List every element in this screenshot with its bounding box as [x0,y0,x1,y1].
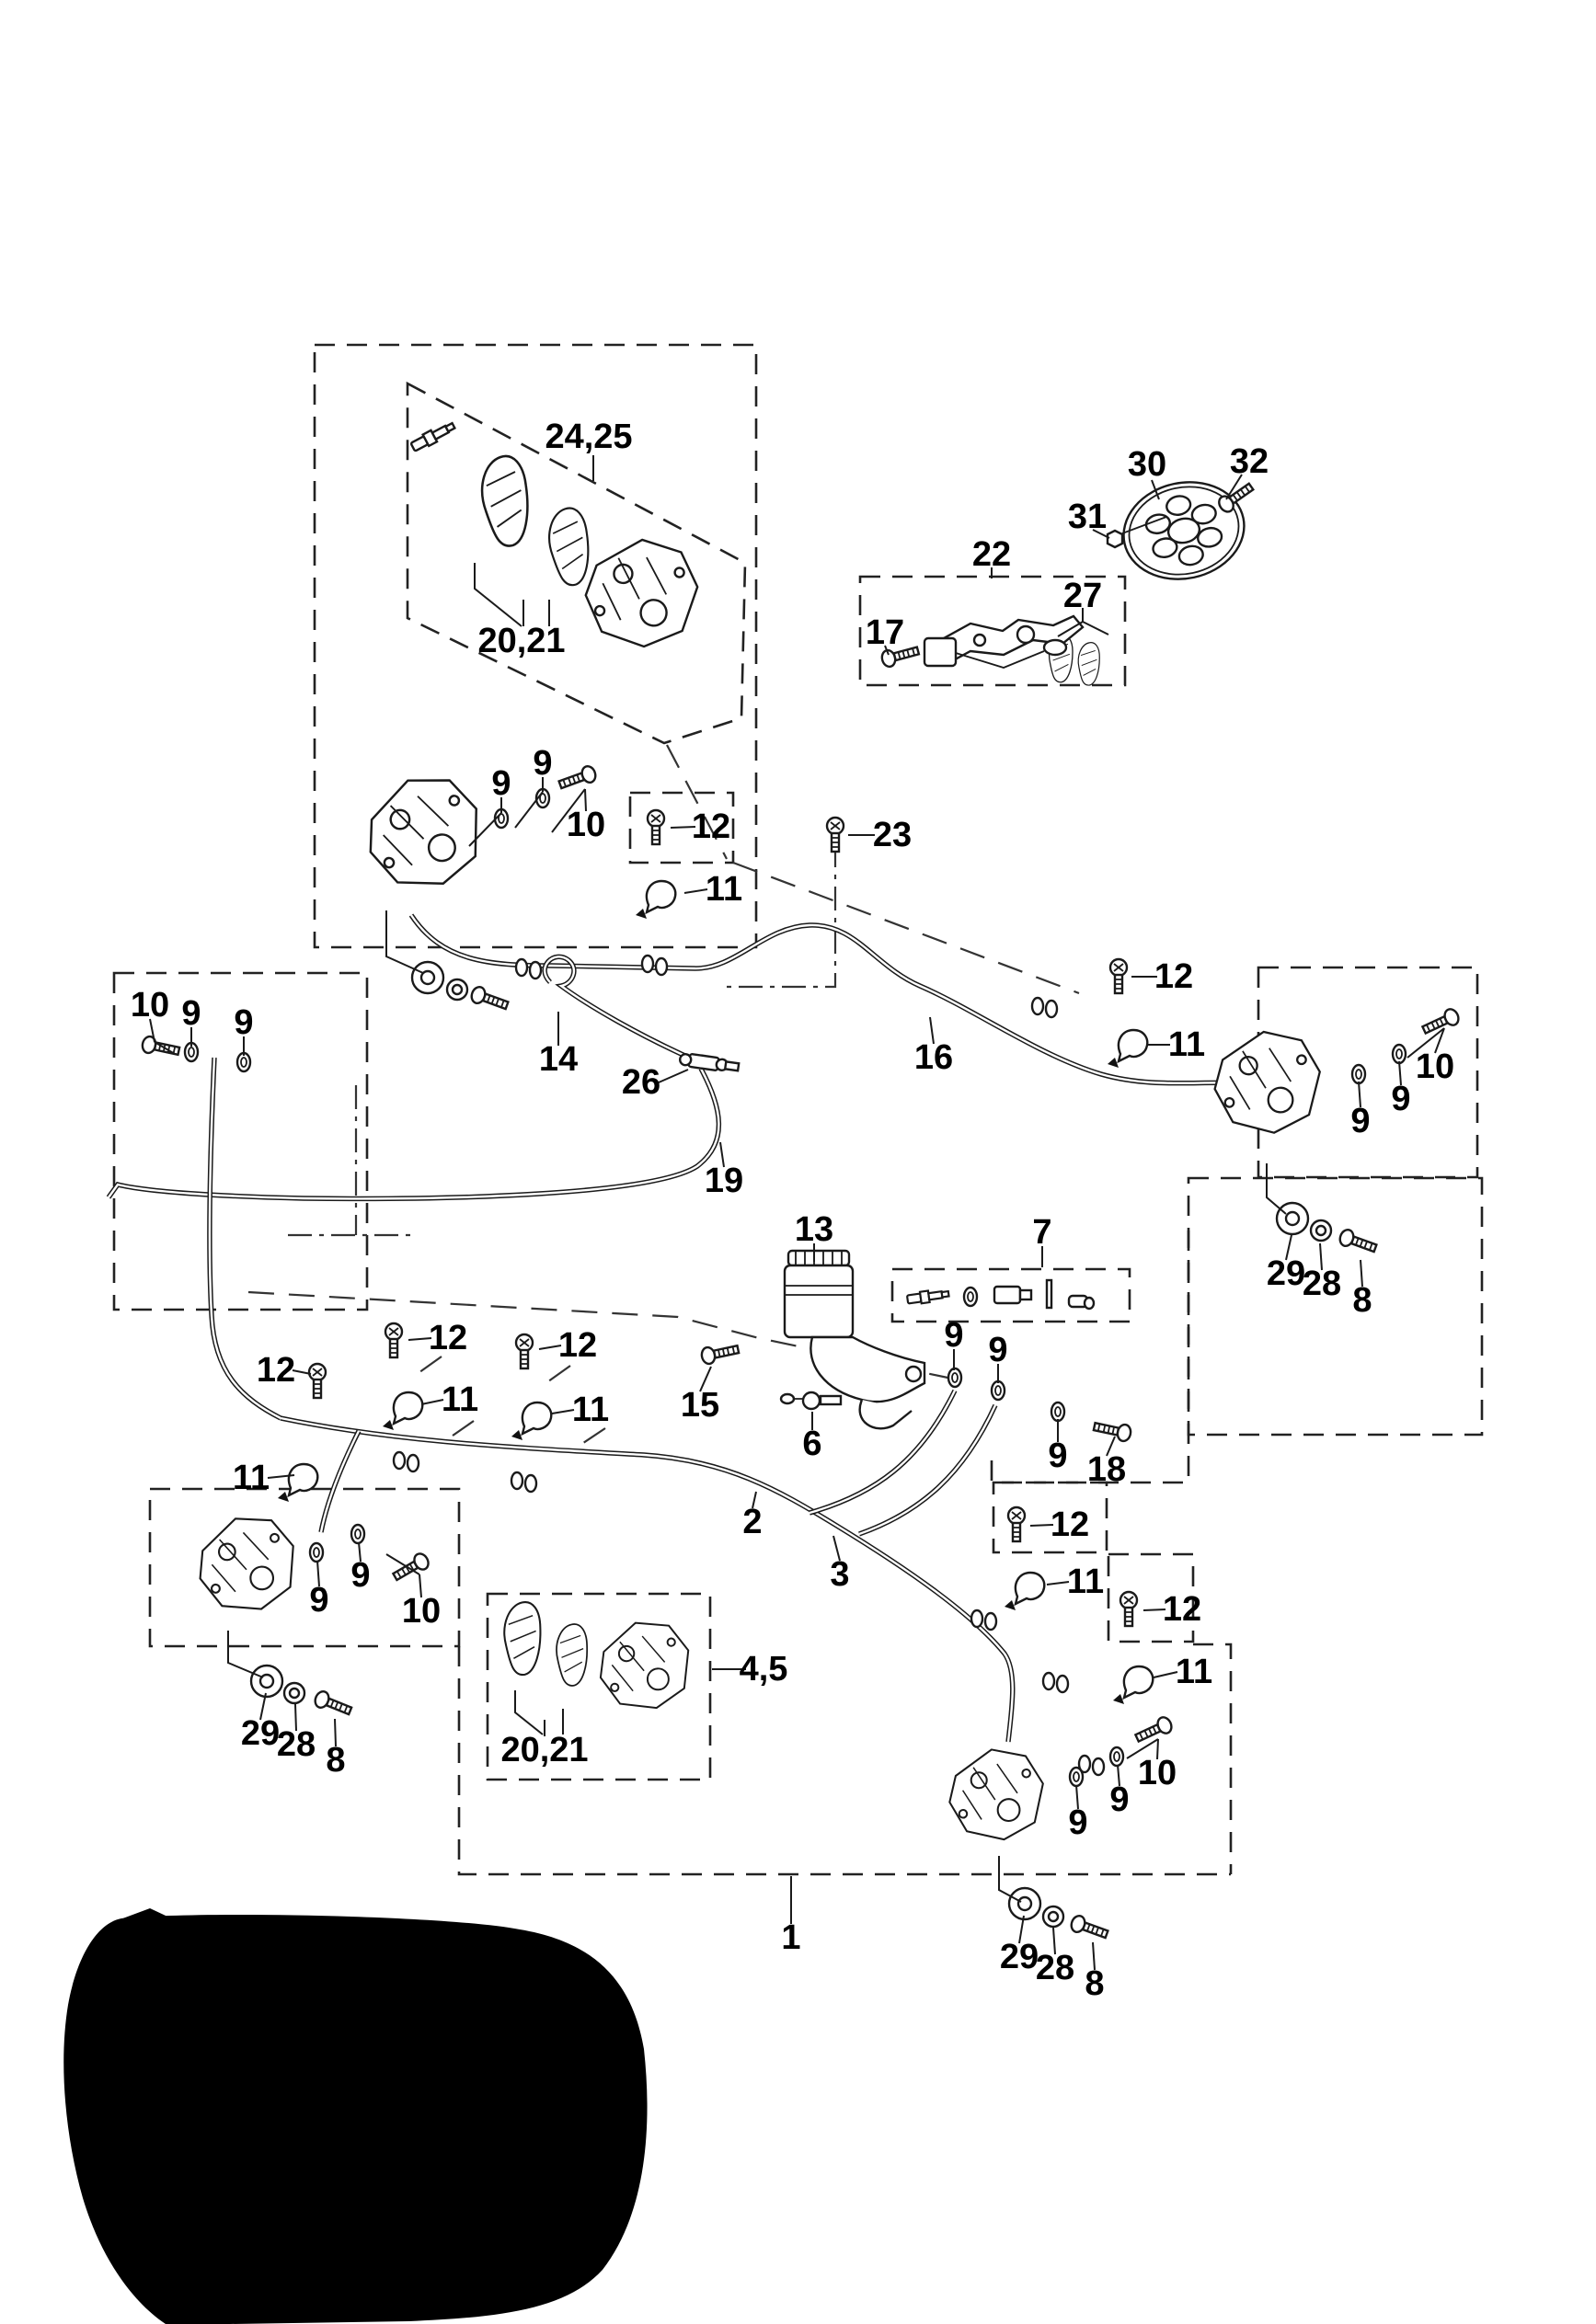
part-label-13: 13 [794,1210,834,1249]
part-label-9: 9 [181,994,201,1033]
part-label-9: 9 [1109,1780,1130,1819]
part-label-27: 27 [1062,577,1103,615]
part-label-9: 9 [350,1556,371,1595]
part-label-24-25: 24,25 [545,418,633,456]
caliper-assy-4-5-drawing [598,1620,692,1711]
part-label-20-21: 20,21 [500,1731,589,1769]
part-label-20-21: 20,21 [477,622,566,660]
part-label-9: 9 [1048,1437,1068,1475]
part-label-8: 8 [1085,1964,1105,2003]
part-label-17: 17 [865,613,905,652]
part-label-28: 28 [276,1725,316,1764]
part-label-26: 26 [621,1063,661,1102]
brake-pad-drawing [475,452,537,549]
label-leader-line [421,1400,443,1404]
brake-pad-drawing [543,506,597,589]
part-label-10: 10 [401,1592,442,1631]
bleeder-valve-drawing [410,420,457,453]
part-label-12: 12 [1050,1505,1090,1544]
part-label-10: 10 [566,806,606,844]
part-label-11: 11 [1167,1025,1206,1064]
part-label-12: 12 [691,807,731,846]
part-label-9: 9 [1350,1102,1371,1140]
bottom-left-caliper-drawing [195,1514,298,1614]
label-leader-line [1154,1672,1177,1677]
part-label-22: 22 [971,535,1012,574]
nut-31-drawing [1108,531,1122,547]
part-label-11: 11 [705,870,743,909]
part-drawings [141,420,1461,1942]
bolt-15-drawing [700,1341,740,1365]
part-label-9: 9 [491,764,511,803]
part-label-29: 29 [999,1938,1039,1976]
part-labels-layer [131,418,1454,2003]
part-label-2: 2 [742,1503,763,1541]
part-label-12: 12 [256,1351,296,1390]
part-label-10: 10 [130,986,170,1025]
label-leader-line [1047,1582,1069,1585]
part-label-9: 9 [234,1003,254,1042]
part-label-3: 3 [830,1555,850,1594]
part-label-28: 28 [1302,1265,1342,1303]
part-label-11: 11 [1066,1563,1105,1601]
part-label-7: 7 [1032,1213,1052,1252]
brake-pad-drawing [554,1623,591,1688]
part-label-9: 9 [533,744,553,783]
part-label-16: 16 [913,1038,954,1077]
kit-7-contents [907,1280,1094,1309]
redaction-blob [63,1908,647,2324]
part-label-1: 1 [781,1918,801,1957]
bottom-right-caliper-drawing [947,1747,1044,1841]
part-label-18: 18 [1086,1450,1127,1489]
part-label-12: 12 [428,1319,468,1357]
part-label-29: 29 [240,1714,281,1753]
part-label-8: 8 [326,1741,346,1780]
part-label-9: 9 [944,1316,964,1355]
part-label-10: 10 [1415,1048,1455,1086]
part-label-14: 14 [538,1040,579,1079]
part-label-30: 30 [1127,445,1167,484]
part-label-11: 11 [571,1391,610,1429]
part-label-15: 15 [680,1386,720,1425]
valve-6-drawing [781,1392,841,1409]
caliper-assy-24-25-drawing [579,532,704,654]
front-left-caliper-drawing [362,772,486,893]
part-label-8: 8 [1352,1281,1372,1320]
part-label-12: 12 [1154,957,1194,996]
part-label-32: 32 [1229,442,1269,481]
part-label-6: 6 [802,1425,822,1463]
part-label-4-5: 4,5 [739,1650,788,1689]
part-label-12: 12 [557,1326,598,1365]
brake-pad-27-drawing [1077,642,1102,686]
part-label-9: 9 [309,1581,329,1620]
part-label-11: 11 [232,1459,270,1497]
part-label-10: 10 [1137,1754,1177,1792]
part-label-11: 11 [441,1380,479,1419]
bolt-18-drawing [1093,1418,1132,1442]
part-label-23: 23 [872,816,913,854]
part-label-29: 29 [1266,1254,1306,1293]
label-leader-line [659,1070,688,1082]
part-label-31: 31 [1067,498,1108,536]
brake-pad-drawing [501,1601,545,1677]
label-leader-line [552,1410,574,1414]
part-label-28: 28 [1035,1949,1075,1987]
label-leader-line [684,889,707,893]
brake-hoses [109,915,1253,1742]
part-label-9: 9 [1391,1080,1411,1118]
part-label-9: 9 [1068,1803,1088,1842]
part-label-12: 12 [1162,1590,1202,1629]
right-caliper-drawing [1211,1028,1323,1137]
part-label-11: 11 [1175,1653,1213,1691]
part-label-9: 9 [988,1331,1008,1369]
part-label-19: 19 [704,1162,744,1200]
